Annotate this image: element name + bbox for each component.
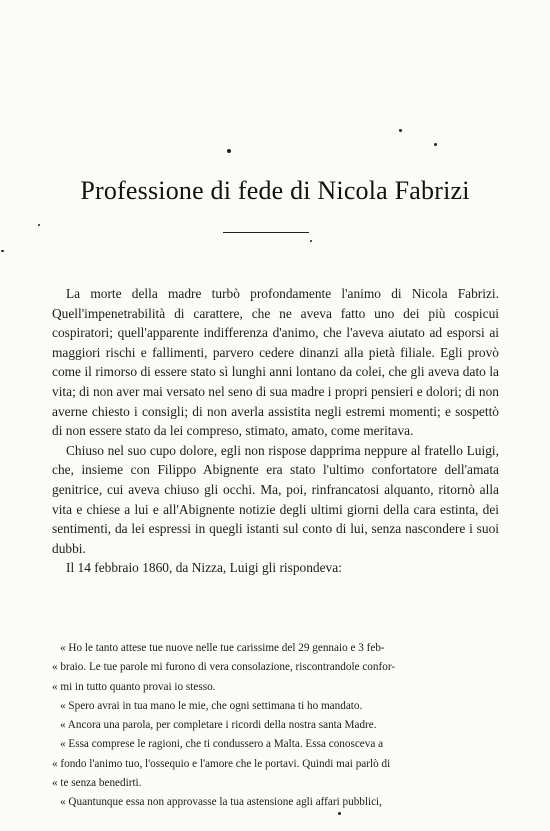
letter-line: « Essa comprese le ragioni, che ti condussero a Malta. Essa conosceva a (60, 738, 384, 751)
title-divider (223, 232, 309, 233)
paragraph: Chiuso nel suo cupo dolore, egli non rispose dapprima neppure al fratello Luigi, che, insieme con Filippo Abignente era stato l'ultimo confortatore dell'amata genitrice, cui aveva chiuso gli occhi. Ma, poi, rinfrancatosi alquanto, ritornò alla vita e chiese a lui e all'Abignente notizie degli ultimi giorni della cara estinta, dei sentimenti, da lei espressi in quegli istanti sul conto di lui, senza nascondere i suoi dubbi. (52, 442, 499, 556)
dust-speck (399, 129, 402, 132)
letter-line: « Spero avrai in tua mano le mie, che ogni settimana ti ho mandato. (60, 699, 363, 712)
paragraph: Il 14 febbraio 1860, da Nizza, Luigi gli rispondeva: (66, 560, 342, 576)
letter-line: « Quantunque essa non approvasse la tua astensione agli affari pubblici, (60, 796, 382, 809)
letter-line: « fondo l'animo tuo, l'ossequio e l'amore che le portavi. Quindi mai parlò di (52, 757, 391, 770)
letter-line: « te senza benedirti. (52, 777, 142, 790)
letter-line: « Ho le tanto attese tue nuove nelle tue carissime del 29 gennaio e 3 feb- (60, 642, 385, 654)
letter-line: « mi in tutto quanto provai io stesso. (52, 680, 216, 693)
dust-speck (434, 143, 437, 146)
dust-speck (1, 250, 4, 252)
letter-line: « braio. Le tue parole mi furono di vera consolazione, riscontrandole confor- (52, 661, 396, 674)
paragraph: La morte della madre turbò profondamente l'animo di Nicola Fabrizi. Quell'impenetrabilità di carattere, che ne aveva fatto uno dei più cospicui cospiratori; quell'apparente indifferenza d'animo, che l'aveva aiutato ad esporsi ai maggiori rischi e fallimenti, parvero cedere dinanzi alla pietà filiale. Egli provò come il rimorso di essere stato sì lunghi anni lontano da colei, che gli aveva dato la vita; di non aver mai versato nel seno di sua madre i propri pensieri e dolori; di non averne chiesto i consigli; di non averla assistita negli estremi momenti; e sospettò di non essere stato da lei compreso, stimato, amato, come meritava. (52, 286, 499, 439)
dust-speck (38, 224, 40, 226)
body-text (52, 284, 499, 578)
dust-speck (310, 240, 312, 242)
dust-speck (227, 149, 231, 153)
page-title: Professione di fede di Nicola Fabrizi (80, 176, 470, 205)
letter-line: « Ancora una parola, per completare i ricordi della nostra santa Madre. (60, 719, 377, 732)
letter-quote (52, 639, 499, 813)
